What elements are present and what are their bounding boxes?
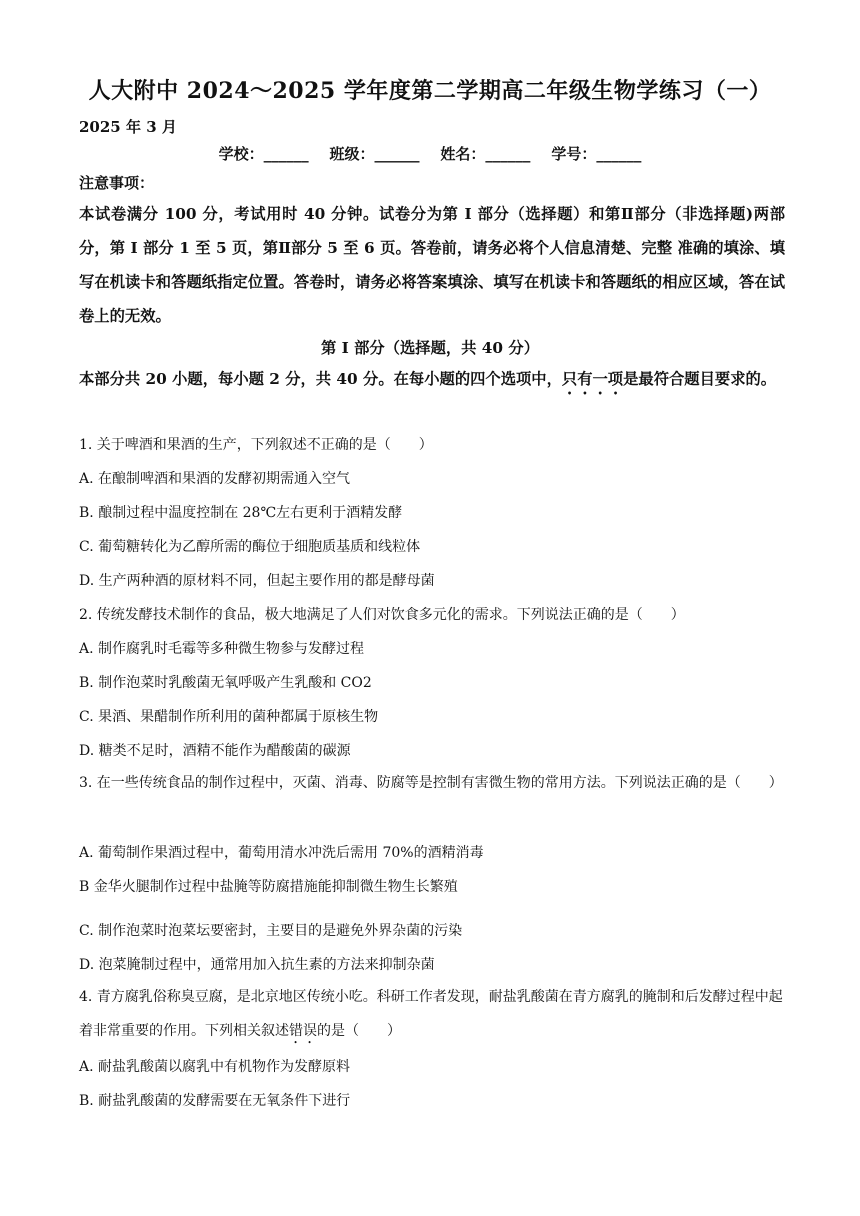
question-4-stem [79,980,785,1048]
question-3-option-a: A. 葡萄制作果酒过程中，葡萄用清水冲洗后需用 70%的酒精消毒 [79,845,484,861]
question-1-option-b: B. 酿制过程中温度控制在 28℃左右更利于酒精发酵 [79,505,403,521]
question-1-stem: 1. 关于啤酒和果酒的生产，下列叙述不正确的是（ ） [79,437,433,453]
question-2-option-d: D. 糖类不足时，酒精不能作为醋酸菌的碳源 [79,743,351,759]
question-4-option-b: B. 耐盐乳酸菌的发酵需要在无氧条件下进行 [79,1093,351,1109]
question-3-option-b: B 金华火腿制作过程中盐腌等防腐措施能抑制微生物生长繁殖 [79,879,458,895]
part1-intro-text: 本部分共 20 小题，每小题 2 分，共 40 分。在每小题的四个选项中， [79,370,562,388]
question-3-stem: 3. 在一些传统食品的制作过程中，灭菌、消毒、防腐等是控制有害微生物的常用方法。下列说法正确的是（ ） [79,775,783,791]
question-3-option-d: D. 泡菜腌制过程中，通常用加入抗生素的方法来抑制杂菌 [79,957,435,973]
question-1-option-a: A. 在酿制啤酒和果酒的发酵初期需通入空气 [79,471,351,487]
question-2-option-a: A. 制作腐乳时毛霉等多种微生物参与发酵过程 [79,641,365,657]
question-4-stem-text: 4. 青方腐乳俗称臭豆腐，是北京地区传统小吃。科研工作者发现，耐盐乳酸菌在青方腐乳的腌制和后发酵过程中起着非常重要的作用。下列相关叙述 [79,989,783,1039]
part1-intro-text-end: 是最符合题目要求的。 [623,370,777,388]
question-2-option-c: C. 果酒、果醋制作所利用的菌种都属于原核生物 [79,709,379,725]
notice-body: 本试卷满分 100 分，考试用时 40 分钟。试卷分为第 I 部分（选择题）和第Ⅱ部分（非选择题)两部分，第 I 部分 1 至 5 页，第Ⅱ部分 5 至 6 页。答卷前，请务必将个人信息清楚、完整 准确的填涂、填写在机读卡和答题纸指定位置。答卷时，请务必将答案填涂、填写在机读卡和答题纸的相应区域，答在试卷上的无效。 [79,205,785,325]
notice-heading: 注意事项： [79,174,155,192]
part1-heading: 第 I 部分（选择题，共 40 分） [320,339,539,357]
question-4-option-a: A. 耐盐乳酸菌以腐乳中有机物作为发酵原料 [79,1059,351,1075]
question-4-stem-text-end: 的是（ ） [317,1023,401,1039]
question-3-option-c: C. 制作泡菜时泡菜坛要密封，主要目的是避免外界杂菌的污染 [79,923,463,939]
exam-date: 2025 年 3 月 [79,118,177,136]
question-1-option-d: D. 生产两种酒的原材料不同，但起主要作用的都是酵母菌 [79,573,435,589]
question-1-option-c: C. 葡萄糖转化为乙醇所需的酶位于细胞质基质和线粒体 [79,539,421,555]
exam-title: 人大附中 2024～2025 学年度第二学期高二年级生物学练习（一） [88,78,772,104]
part1-intro [79,362,785,398]
question-2-option-b: B. 制作泡菜时乳酸菌无氧呼吸产生乳酸和 CO2 [79,675,372,691]
question-2-stem: 2. 传统发酵技术制作的食品，极大地满足了人们对饮食多元化的需求。下列说法正确的是（ ） [79,607,685,623]
part1-intro-emphasis: 只有一项 [561,370,624,388]
student-info-line: 学校：______ 班级：______ 姓名：______ 学号：______ [218,145,642,163]
question-4-stem-emphasis: 错误 [289,1023,317,1039]
